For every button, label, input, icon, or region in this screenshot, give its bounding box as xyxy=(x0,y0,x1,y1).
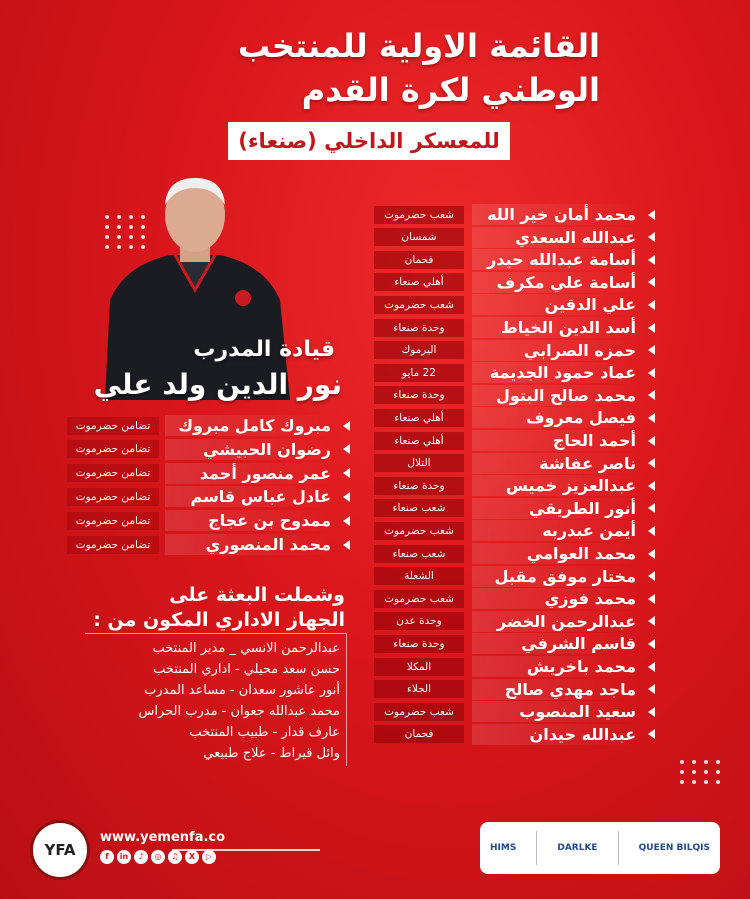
triangle-bullet-icon xyxy=(648,232,655,242)
player-club: فحمان xyxy=(374,725,464,743)
triangle-bullet-icon xyxy=(648,458,655,468)
player-club: تضامن حضرموت xyxy=(67,440,159,458)
player-club: اليرموك xyxy=(374,341,464,359)
player-row xyxy=(374,679,655,700)
player-row xyxy=(374,362,655,383)
admin-member: عبدالرحمن الانسي _ مدير المنتخب xyxy=(152,641,340,656)
player-name: أسامة عبدالله حيدر xyxy=(472,249,640,270)
player-name: ماجد مهدي صالح xyxy=(472,679,640,700)
player-club: وحدة صنعاء xyxy=(374,386,464,404)
player-row xyxy=(374,543,655,564)
player-name: محمد صالح البتول xyxy=(472,385,640,406)
player-name: قاسم الشرفي xyxy=(472,633,640,654)
player-name: ناصر عفاشة xyxy=(472,453,640,474)
admin-heading-2: الجهاز الاداري المكون من : xyxy=(93,609,345,631)
player-club: تضامن حضرموت xyxy=(67,536,159,554)
sponsors-box xyxy=(480,822,720,874)
divider xyxy=(536,831,537,865)
player-row xyxy=(374,453,655,474)
triangle-bullet-icon xyxy=(648,707,655,717)
player-club: شعب حضرموت xyxy=(374,703,464,721)
player-name: محمد المنصوري xyxy=(165,534,335,555)
player-club: شعب حضرموت xyxy=(374,522,464,540)
player-club: وحدة عدن xyxy=(374,612,464,630)
player-row xyxy=(67,510,350,531)
player-name: علي الدقين xyxy=(472,294,640,315)
social-icon[interactable]: f xyxy=(100,850,114,864)
player-club: شمسان xyxy=(374,228,464,246)
title-line-1: القائمة الاولية للمنتخب xyxy=(238,27,600,65)
triangle-bullet-icon xyxy=(343,492,350,502)
player-row xyxy=(374,566,655,587)
player-name: محمد فوزي xyxy=(472,588,640,609)
player-name: أيمن عبدربه xyxy=(472,520,640,541)
triangle-bullet-icon xyxy=(343,444,350,454)
player-club: شعب صنعاء xyxy=(374,499,464,517)
admin-member: أنور عاشور سعدان - مساعد المدرب xyxy=(144,683,340,698)
triangle-bullet-icon xyxy=(343,468,350,478)
sponsor-logo: QUEEN BILQIS xyxy=(638,842,710,853)
social-icon[interactable]: ♪ xyxy=(134,850,148,864)
coach-label: قيادة المدرب xyxy=(193,337,335,362)
player-row xyxy=(374,294,655,315)
player-name: ممدوح بن عجاج xyxy=(165,510,335,531)
player-row xyxy=(374,588,655,609)
admin-member: عارف قدار - طبيب المنتخب xyxy=(189,725,340,740)
player-name: أسامة علي مكرف xyxy=(472,272,640,293)
dots-decoration xyxy=(680,760,722,784)
player-name: فيصل معروف xyxy=(472,407,640,428)
player-row xyxy=(374,407,655,428)
player-club: 22 مايو xyxy=(374,364,464,382)
triangle-bullet-icon xyxy=(648,616,655,626)
subtitle: للمعسكر الداخلي (صنعاء) xyxy=(228,122,510,160)
player-name: محمد العوامي xyxy=(472,543,640,564)
social-icon[interactable]: X xyxy=(185,850,199,864)
player-row xyxy=(374,520,655,541)
social-icon[interactable]: in xyxy=(117,850,131,864)
player-row xyxy=(374,317,655,338)
triangle-bullet-icon xyxy=(343,421,350,431)
player-club: تضامن حضرموت xyxy=(67,417,159,435)
player-row xyxy=(374,204,655,225)
player-club: الشعلة xyxy=(374,567,464,585)
triangle-bullet-icon xyxy=(648,345,655,355)
player-name: سعيد المنصوب xyxy=(472,701,640,722)
title-line-2: الوطني لكرة القدم xyxy=(301,71,600,109)
triangle-bullet-icon xyxy=(648,662,655,672)
triangle-bullet-icon xyxy=(343,540,350,550)
player-club: وحدة صنعاء xyxy=(374,319,464,337)
triangle-bullet-icon xyxy=(648,729,655,739)
player-name: رضوان الحبيشي xyxy=(165,439,335,460)
sponsor-logo: HIMS xyxy=(490,842,517,853)
player-name: عادل عباس قاسم xyxy=(165,486,335,507)
coach-photo xyxy=(95,170,295,400)
coach-name: نور الدين ولد علي xyxy=(93,368,342,401)
player-name: محمد أمان خير الله xyxy=(472,204,640,225)
triangle-bullet-icon xyxy=(343,516,350,526)
player-row xyxy=(374,633,655,654)
triangle-bullet-icon xyxy=(648,684,655,694)
player-club: أهلي صنعاء xyxy=(374,432,464,450)
social-icon[interactable]: ▷ xyxy=(202,850,216,864)
player-club: أهلي صنعاء xyxy=(374,409,464,427)
triangle-bullet-icon xyxy=(648,210,655,220)
player-name: عبدالله حيدان xyxy=(472,724,640,745)
player-club: التلال xyxy=(374,454,464,472)
player-club: شعب صنعاء xyxy=(374,545,464,563)
website-link[interactable]: www.yemenfa.co xyxy=(100,830,226,845)
player-name: عمر منصور أحمد xyxy=(165,463,335,484)
triangle-bullet-icon xyxy=(648,277,655,287)
player-row xyxy=(374,227,655,248)
player-club: المكلا xyxy=(374,658,464,676)
player-row xyxy=(374,656,655,677)
player-row xyxy=(67,415,350,436)
admin-member: وائل قيراط - علاج طبيعي xyxy=(203,746,340,761)
divider xyxy=(172,849,320,851)
player-name: مبروك كامل مبروك xyxy=(165,415,335,436)
triangle-bullet-icon xyxy=(648,368,655,378)
triangle-bullet-icon xyxy=(648,571,655,581)
player-row xyxy=(67,463,350,484)
player-row xyxy=(67,439,350,460)
social-icon[interactable]: ◎ xyxy=(151,850,165,864)
player-club: وحدة صنعاء xyxy=(374,477,464,495)
divider xyxy=(618,831,619,865)
triangle-bullet-icon xyxy=(648,390,655,400)
triangle-bullet-icon xyxy=(648,503,655,513)
triangle-bullet-icon xyxy=(648,639,655,649)
player-club: تضامن حضرموت xyxy=(67,464,159,482)
player-row xyxy=(374,724,655,745)
social-icons xyxy=(100,850,216,864)
player-club: تضامن حضرموت xyxy=(67,488,159,506)
player-name: عبدالعزيز خميس xyxy=(472,475,640,496)
admin-member: حسن سعد محيلي - اداري المنتخب xyxy=(153,662,340,677)
player-name: عبدالرحمن الخضر xyxy=(472,611,640,632)
admin-staff-list xyxy=(85,633,347,766)
player-row xyxy=(374,385,655,406)
sponsor-logo: DARLKE xyxy=(557,842,598,853)
admin-heading-1: وشملت البعثة على xyxy=(169,584,345,606)
player-club: الجلاء xyxy=(374,680,464,698)
player-club: شعب حضرموت xyxy=(374,296,464,314)
social-icon[interactable]: ♫ xyxy=(168,850,182,864)
player-name: عماد حمود الجديمة xyxy=(472,362,640,383)
player-row xyxy=(67,534,350,555)
player-row xyxy=(374,701,655,722)
triangle-bullet-icon xyxy=(648,481,655,491)
player-row xyxy=(374,340,655,361)
player-club: وحدة صنعاء xyxy=(374,635,464,653)
triangle-bullet-icon xyxy=(648,323,655,333)
player-name: عبدالله السعدي xyxy=(472,227,640,248)
player-name: أسد الدين الخياط xyxy=(472,317,640,338)
player-name: مختار موفق مقبل xyxy=(472,566,640,587)
player-club: شعب حضرموت xyxy=(374,590,464,608)
player-name: أنور الطريقي xyxy=(472,498,640,519)
admin-member: محمد عبدالله جعوان - مدرب الحراس xyxy=(138,704,340,719)
triangle-bullet-icon xyxy=(648,436,655,446)
player-name: أحمد الحاج xyxy=(472,430,640,451)
player-club: أهلي صنعاء xyxy=(374,273,464,291)
player-row xyxy=(374,611,655,632)
player-name: محمد باخريش xyxy=(472,656,640,677)
player-club: فحمان xyxy=(374,251,464,269)
triangle-bullet-icon xyxy=(648,413,655,423)
player-row xyxy=(67,486,350,507)
triangle-bullet-icon xyxy=(648,526,655,536)
player-row xyxy=(374,430,655,451)
player-row xyxy=(374,475,655,496)
yfa-logo: YFA xyxy=(30,820,90,880)
player-row xyxy=(374,498,655,519)
triangle-bullet-icon xyxy=(648,300,655,310)
triangle-bullet-icon xyxy=(648,594,655,604)
player-club: شعب حضرموت xyxy=(374,206,464,224)
player-name: حمزه الصرابي xyxy=(472,340,640,361)
player-row xyxy=(374,272,655,293)
triangle-bullet-icon xyxy=(648,255,655,265)
triangle-bullet-icon xyxy=(648,549,655,559)
player-row xyxy=(374,249,655,270)
player-club: تضامن حضرموت xyxy=(67,512,159,530)
